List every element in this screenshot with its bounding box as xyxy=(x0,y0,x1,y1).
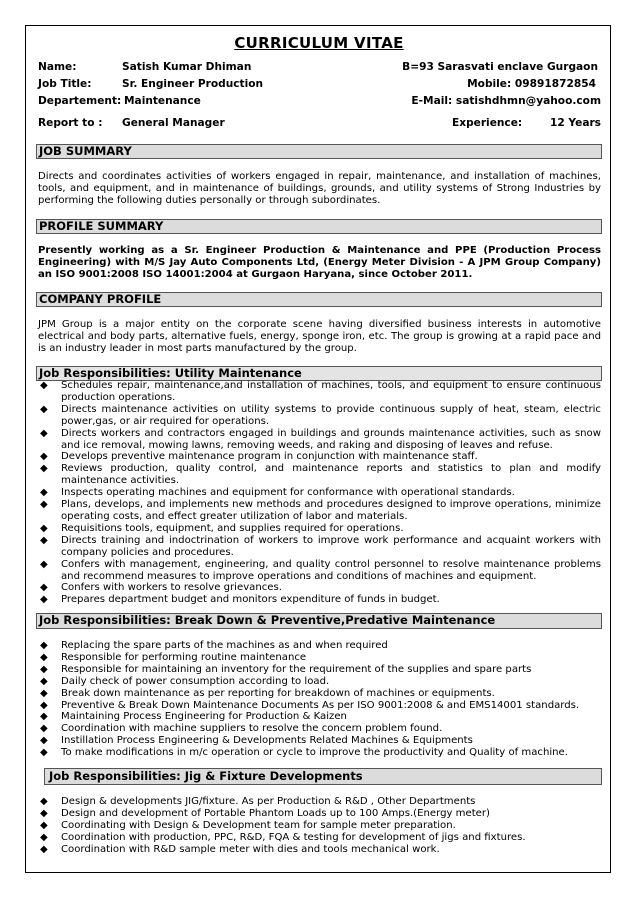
list-item xyxy=(38,723,601,735)
list-item-text: To make modifications in m/c operation or cycle to improve the productivity and Quality of machine. xyxy=(61,747,568,759)
bullet-diamond-icon: ◆ xyxy=(40,843,48,855)
breakdown-heading: Job Responsibilities: Break Down & Preventive,Predative Maintenance xyxy=(39,613,496,627)
bullet-diamond-icon: ◆ xyxy=(40,582,48,594)
bullet-diamond-icon: ◆ xyxy=(40,796,48,807)
job-summary-text: Directs and coordinates activities of workers engaged in repair, maintenance, and installation of machines, tools, and equipment, and in maintenance of buildings, grounds, and utility systems of Strong Industries by performing the following duties personally or through subordinates. xyxy=(38,171,601,207)
list-item xyxy=(38,380,601,404)
list-item-text: Preventive & Break Down Maintenance Documents As per ISO 9001:2008 & and EMS14001 standards. xyxy=(61,699,580,711)
list-item-text: Directs maintenance activities on utility systems to provide continuous supply of heat, steam, electric power,gas, or air required for operations. xyxy=(61,403,601,427)
list-item-text: Prepares department budget and monitors expenditure of funds in budget. xyxy=(61,594,440,606)
experience-value: 12 Years xyxy=(550,117,601,129)
job-title-label: Job Title: xyxy=(38,78,92,90)
list-item xyxy=(38,664,601,676)
list-item-text: Coordinating with Design & Development team for sample meter preparation. xyxy=(61,819,456,831)
list-item-text: Confers with workers to resolve grievances. xyxy=(61,582,282,594)
bullet-diamond-icon: ◆ xyxy=(40,380,48,391)
bullet-diamond-icon: ◆ xyxy=(40,463,48,475)
list-item xyxy=(38,451,601,463)
list-item xyxy=(38,535,601,559)
report-label: Report to : xyxy=(38,117,103,129)
jig-heading: Job Responsibilities: Jig & Fixture Developments xyxy=(49,769,363,783)
bullet-diamond-icon: ◆ xyxy=(40,675,48,687)
list-item xyxy=(38,428,601,452)
list-item-text: Plans, develops, and implements new methods and procedures designed to improve operations, minimize operating costs, and effect greater utilization of labor and materials. xyxy=(61,499,601,522)
list-item-text: Directs training and indoctrination of workers to improve work performance and acquaint workers with company policies and procedures. xyxy=(61,534,601,558)
list-item-text: Responsible for performing routine maintenance xyxy=(61,651,307,663)
bullet-diamond-icon: ◆ xyxy=(40,427,48,439)
list-item xyxy=(38,832,601,844)
bullet-diamond-icon: ◆ xyxy=(40,403,48,415)
bullet-diamond-icon: ◆ xyxy=(40,651,48,663)
bullet-diamond-icon: ◆ xyxy=(40,807,48,819)
list-item-text: Schedules repair, maintenance,and installation of machines, tools, and equipment to ensure continuous production operations. xyxy=(61,380,601,403)
list-item xyxy=(38,796,601,808)
list-item xyxy=(38,640,601,652)
bullet-diamond-icon: ◆ xyxy=(40,594,48,606)
list-item xyxy=(38,559,601,583)
list-item-text: Coordination with production, PPC, R&D, FQA & testing for development of jigs and fixtures. xyxy=(61,831,526,843)
bullet-diamond-icon: ◆ xyxy=(40,451,48,463)
jig-list xyxy=(38,796,601,856)
company-profile-header xyxy=(36,292,602,307)
list-item-text: Reviews production, quality control, and maintenance reports and statistics to plan and modify maintenance activities. xyxy=(61,463,601,487)
bullet-diamond-icon: ◆ xyxy=(40,831,48,843)
list-item xyxy=(38,820,601,832)
list-item xyxy=(38,463,601,487)
list-item xyxy=(38,499,601,523)
list-item-text: Requisitions tools, equipment, and supplies required for operations. xyxy=(61,522,404,534)
list-item-text: Replacing the spare parts of the machines as and when required xyxy=(61,640,388,651)
list-item xyxy=(38,808,601,820)
list-item-text: Coordination with R&D sample meter with dies and tools mechanical work. xyxy=(61,843,440,855)
report-value: General Manager xyxy=(122,117,225,129)
profile-summary-text: Presently working as a Sr. Engineer Production & Maintenance and PPE (Production Process Engineering) with M/S Jay Auto Components Ltd, (Energy Meter Division - A JPM Group Company) an ISO 9001:2008 ISO 14001:2004 at Gurgaon Haryana, since October 2011. xyxy=(38,245,601,281)
bullet-diamond-icon: ◆ xyxy=(40,640,48,651)
list-item xyxy=(38,711,601,723)
email: E-Mail: satishdhmn@yahoo.com xyxy=(411,95,601,107)
bullet-diamond-icon: ◆ xyxy=(40,711,48,723)
list-item-text: Responsible for maintaining an inventory for the requirement of the supplies and spare parts xyxy=(61,663,532,675)
company-profile-heading: COMPANY PROFILE xyxy=(39,292,162,306)
list-item xyxy=(38,523,601,535)
bullet-diamond-icon: ◆ xyxy=(40,723,48,735)
utility-section-header xyxy=(36,366,602,381)
bullet-diamond-icon: ◆ xyxy=(40,487,48,499)
list-item xyxy=(38,747,601,759)
bullet-diamond-icon: ◆ xyxy=(40,663,48,675)
list-item xyxy=(38,844,601,856)
bullet-diamond-icon: ◆ xyxy=(40,687,48,699)
address: B=93 Sarasvati enclave Gurgaon xyxy=(402,61,598,73)
list-item-text: Break down maintenance as per reporting for breakdown of machines or equipments. xyxy=(61,687,495,699)
list-item-text: Design & developments JIG/fixture. As per Production & R&D , Other Departments xyxy=(61,796,476,807)
bullet-diamond-icon: ◆ xyxy=(40,699,48,711)
profile-summary-heading: PROFILE SUMMARY xyxy=(39,219,164,233)
company-profile-text: JPM Group is a major entity on the corporate scene having diversified business interests in automotive electrical and body parts, alternative fuels, energy, sponge iron, etc. The group is growing at a rapid pace and is an industry leader in most parts manufactured by the group. xyxy=(38,319,601,355)
mobile: Mobile: 09891872854 xyxy=(467,78,596,90)
list-item-text: Develops preventive maintenance program in conjunction with maintenance staff. xyxy=(61,451,478,463)
department-value: Maintenance xyxy=(124,95,201,107)
bullet-diamond-icon: ◆ xyxy=(40,819,48,831)
list-item-text: Daily check of power consumption according to load. xyxy=(61,675,330,687)
list-item xyxy=(38,594,601,606)
list-item xyxy=(38,404,601,428)
list-item-text: Inspects operating machines and equipment for conformance with operational standards. xyxy=(61,487,515,499)
bullet-diamond-icon: ◆ xyxy=(40,499,48,511)
list-item-text: Confers with management, engineering, and quality control personnel to resolve maintenance problems and recommend measures to improve operations and conditions of machines and equipment. xyxy=(61,558,601,582)
jig-section-header xyxy=(44,768,602,785)
document-title: CURRICULUM VITAE xyxy=(234,34,404,52)
department-label: Departement: xyxy=(38,95,122,107)
list-item xyxy=(38,700,601,712)
list-item xyxy=(38,688,601,700)
job-title-value: Sr. Engineer Production xyxy=(122,78,264,90)
name-label: Name: xyxy=(38,61,77,73)
name-value: Satish Kumar Dhiman xyxy=(122,61,252,73)
bullet-diamond-icon: ◆ xyxy=(40,534,48,546)
job-summary-header xyxy=(36,144,602,159)
bullet-diamond-icon: ◆ xyxy=(40,558,48,570)
list-item-text: Design and development of Portable Phantom Loads up to 100 Amps.(Energy meter) xyxy=(61,807,490,819)
list-item xyxy=(38,652,601,664)
list-item-text: Maintaining Process Engineering for Production & Kaizen xyxy=(61,711,347,723)
breakdown-list xyxy=(38,640,601,759)
list-item-text: Instillation Process Engineering & Developments Related Machines & Equipments xyxy=(61,735,473,747)
utility-heading: Job Responsibilities: Utility Maintenance xyxy=(39,366,302,380)
list-item xyxy=(38,735,601,747)
utility-list xyxy=(38,380,601,606)
list-item xyxy=(38,676,601,688)
bullet-diamond-icon: ◆ xyxy=(40,747,48,759)
profile-summary-header xyxy=(36,219,602,234)
list-item-text: Coordination with machine suppliers to resolve the concern problem found. xyxy=(61,723,443,735)
breakdown-section-header xyxy=(36,613,602,629)
list-item xyxy=(38,487,601,499)
job-summary-heading: JOB SUMMARY xyxy=(39,144,132,158)
bullet-diamond-icon: ◆ xyxy=(40,522,48,534)
list-item xyxy=(38,582,601,594)
list-item-text: Directs workers and contractors engaged in buildings and grounds maintenance activities, such as snow and ice removal, mowing lawns, removing weeds, and raking and disposing of leaves and refuse. xyxy=(61,427,601,451)
experience-label: Experience: xyxy=(452,117,523,129)
bullet-diamond-icon: ◆ xyxy=(40,735,48,747)
